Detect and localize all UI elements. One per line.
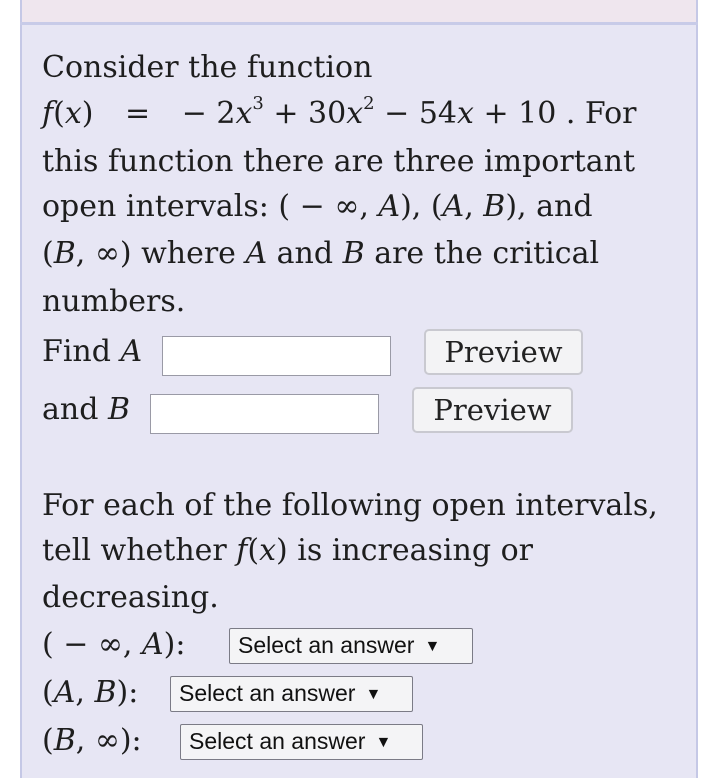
dropdown-arrow-icon: ▼ [424,638,441,655]
intro-line-6: numbers. [42,284,186,319]
dropdown-arrow-icon: ▼ [375,734,392,751]
interval-label-1: ( − ∞, A): [42,627,186,662]
interval-2-select[interactable]: Select an answer ▼ [170,676,413,712]
question2-line-3: decreasing. [42,580,219,615]
interval-label-3: (B, ∞): [42,723,142,758]
interval-label-2: (A, B): [42,675,139,710]
question2-line-1: For each of the following open intervals, [42,488,658,523]
preview-b-button[interactable]: Preview [412,387,573,433]
function-definition: f(x) = − $2x^3 + 30x^2 - 54x + 10$ . For [42,93,637,131]
previous-panel-edge [20,0,698,22]
answer-a-input[interactable] [162,336,391,376]
function-rhs: − $2x^3 + 30x^2 - 54x + 10$ [181,93,557,131]
intro-line-3: this function there are three important [42,144,636,179]
find-a-label: Find A [42,334,143,369]
intro-line-4: open intervals: ( − ∞, A), (A, B), and [42,189,593,224]
interval-1-select[interactable]: Select an answer ▼ [229,628,473,664]
answer-b-input[interactable] [150,394,379,434]
question2-line-2: tell whether f(x) is increasing or [42,533,533,568]
dropdown-arrow-icon: ▼ [365,686,382,703]
interval-3-select[interactable]: Select an answer ▼ [180,724,423,760]
and-b-label: and B [42,392,130,427]
function-lhs: f [42,96,54,131]
intro-line-1: Consider the function [42,50,373,85]
preview-a-button[interactable]: Preview [424,329,583,375]
function-tail: . For [565,96,637,131]
equals-sign: = [125,96,151,131]
intro-line-5: (B, ∞) where A and B are the critical [42,236,600,271]
